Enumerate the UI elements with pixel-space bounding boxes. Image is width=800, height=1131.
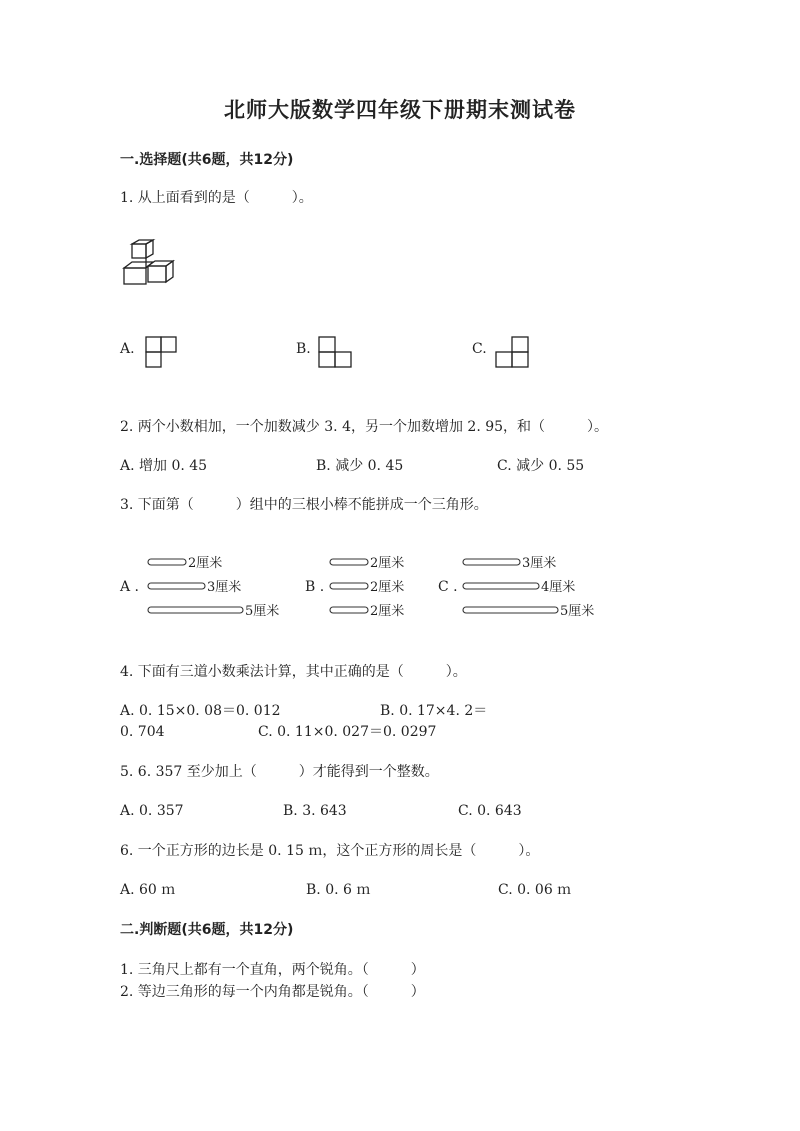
stick-rod: [148, 607, 243, 613]
q6-option-a: A. 60 ｍ: [120, 882, 176, 898]
question-3: 3. 下面第（ ）组中的三根小棒不能拼成一个三角形。: [120, 497, 488, 513]
stick-length-label: 2厘米: [370, 580, 405, 595]
question-4: 4. 下面有三道小数乘法计算，其中正确的是（ ）。: [120, 664, 467, 680]
cube-stack-icon: [120, 240, 180, 288]
stick-groups-figure: [0, 545, 800, 625]
question-1: 1. 从上面看到的是（ ）。: [120, 190, 313, 206]
q2-option-a: A. 增加 0. 45: [120, 458, 208, 474]
stick-rod: [463, 607, 558, 613]
q5-option-c: C. 0. 643: [458, 803, 522, 819]
stick-length-label: 3厘米: [522, 556, 557, 571]
q4-option-c: C. 0. 11×0. 027＝0. 0297: [258, 724, 437, 740]
stick-group-label: B .: [305, 579, 325, 595]
stick-rod: [148, 583, 205, 589]
q5-option-a: A. 0. 357: [120, 803, 184, 819]
stick-length-label: 5厘米: [245, 604, 280, 619]
q4-option-b: B. 0. 17×4. 2＝: [380, 703, 488, 719]
question-2: 2. 两个小数相加，一个加数减少 3. 4，另一个加数增加 2. 95，和（ ）。: [120, 419, 609, 435]
stick-rod: [463, 583, 539, 589]
judgement-item-2: 2. 等边三角形的每一个内角都是锐角。（ ）: [120, 984, 425, 1000]
stick-rod: [148, 559, 186, 565]
stick-group-label: A .: [120, 579, 140, 595]
stick-rod: [463, 559, 520, 565]
stick-rod: [330, 559, 368, 565]
q6-option-b: B. 0. 6 ｍ: [306, 882, 371, 898]
q1-option-b-grid: [318, 336, 352, 368]
stick-group-label: C .: [438, 579, 458, 595]
q6-option-c: C. 0. 06 ｍ: [498, 882, 572, 898]
stick-rod: [330, 607, 368, 613]
stick-length-label: 3厘米: [207, 580, 242, 595]
q1-option-c-grid: [495, 336, 529, 368]
q2-option-b: B. 减少 0. 45: [316, 458, 404, 474]
q1-option-c-label: C.: [472, 341, 487, 357]
stick-length-label: 2厘米: [370, 556, 405, 571]
stick-rod: [330, 583, 368, 589]
q1-option-a-label: A.: [120, 341, 135, 357]
section-heading-choice: 一.选择题(共6题，共12分): [120, 152, 294, 168]
q1-option-a-grid: [145, 336, 177, 368]
stick-length-label: 2厘米: [370, 604, 405, 619]
q4-option-a: A. 0. 15×0. 08＝0. 012: [120, 703, 281, 719]
page-title: 北师大版数学四年级下册期末测试卷: [224, 97, 576, 122]
stick-length-label: 4厘米: [541, 580, 576, 595]
stick-length-label: 5厘米: [560, 604, 595, 619]
stick-length-label: 2厘米: [188, 556, 223, 571]
question-5: 5. 6. 357 至少加上（ ）才能得到一个整数。: [120, 764, 439, 780]
q4-option-b-continued: 0. 704: [120, 724, 165, 740]
judgement-item-1: 1. 三角尺上都有一个直角，两个锐角。（ ）: [120, 962, 425, 978]
q2-option-c: C. 减少 0. 55: [497, 458, 585, 474]
section-heading-judgement: 二.判断题(共6题，共12分): [120, 922, 294, 938]
q1-option-b-label: B.: [296, 341, 311, 357]
question-6: 6. 一个正方形的边长是 0. 15 ｍ，这个正方形的周长是（ ）。: [120, 843, 540, 859]
q5-option-b: B. 3. 643: [283, 803, 347, 819]
